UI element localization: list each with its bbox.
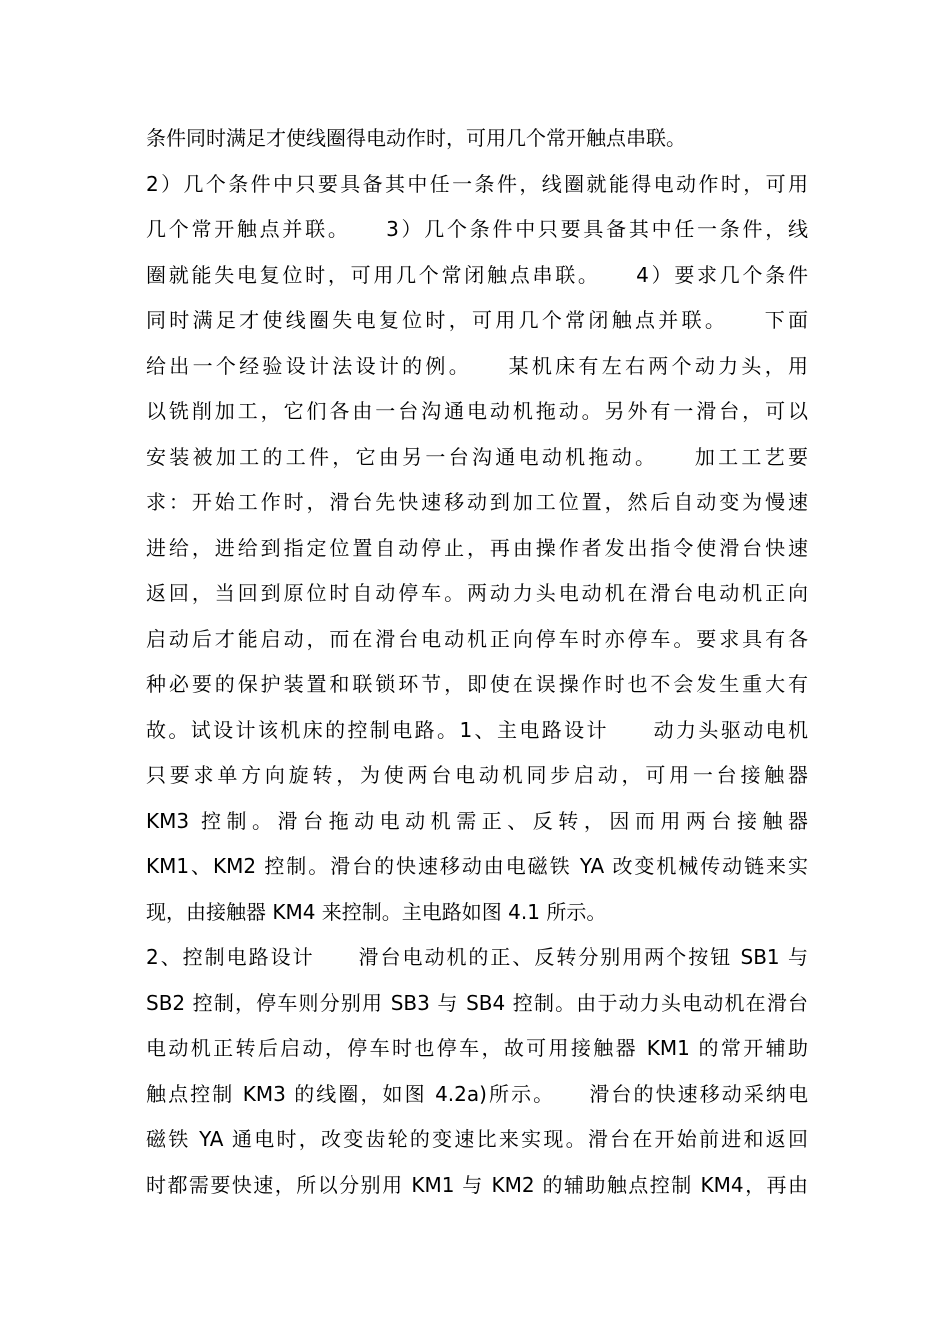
text-line: 现，由接触器 KM4 来控制。主电路如图 4.1 所示。 bbox=[146, 899, 607, 924]
text-line: 安装被加工的工件，它由另一台沟通电动机拖动。 加工工艺要 bbox=[146, 444, 808, 469]
text-line: 时都需要快速，所以分别用 KM1 与 KM2 的辅助触点控制 KM4，再由 bbox=[146, 1172, 808, 1197]
text-line: KM3 控制。滑台拖动电动机需正、反转，因而用两台接触器 bbox=[146, 808, 808, 833]
text-line: 2）几个条件中只要具备其中任一条件，线圈就能得电动作时，可用 bbox=[146, 171, 808, 196]
text-line: 给出一个经验设计法设计的例。 某机床有左右两个动力头，用 bbox=[146, 353, 808, 378]
paragraph-2 bbox=[146, 935, 808, 1208]
text-line: 条件同时满足才使线圈得电动作时，可用几个常开触点串联。 bbox=[146, 126, 686, 150]
text-line: 求：开始工作时，滑台先快速移动到加工位置，然后自动变为慢速 bbox=[146, 490, 808, 514]
text-line: 触点控制 KM3 的线圈，如图 4.2a)所示。 滑台的快速移动采纳电 bbox=[146, 1081, 808, 1106]
text-line: SB2 控制，停车则分别用 SB3 与 SB4 控制。由于动力头电动机在滑台 bbox=[146, 990, 808, 1015]
text-line: 磁铁 YA 通电时，改变齿轮的变速比来实现。滑台在开始前进和返回 bbox=[146, 1127, 808, 1151]
text-line: 只要求单方向旋转，为使两台电动机同步启动，可用一台接触器 bbox=[146, 763, 808, 787]
text-line: 2、控制电路设计 滑台电动机的正、反转分别用两个按钮 SB1 与 bbox=[146, 945, 808, 969]
paragraph-1 bbox=[146, 116, 808, 935]
text-line: 进给，进给到指定位置自动停止，再由操作者发出指令使滑台快速 bbox=[146, 535, 808, 560]
text-line: KM1、KM2 控制。滑台的快速移动由电磁铁 YA 改变机械传动链来实 bbox=[146, 854, 808, 878]
text-line: 圈就能失电复位时，可用几个常闭触点串联。 4）要求几个条件 bbox=[146, 262, 808, 287]
text-line: 同时满足才使线圈失电复位时，可用几个常闭触点并联。 下面 bbox=[146, 308, 808, 332]
text-line: 几个常开触点并联。 3）几个条件中只要具备其中任一条件，线 bbox=[146, 217, 808, 241]
text-line: 故。试设计该机床的控制电路。1、主电路设计 动力头驱动电机 bbox=[146, 717, 808, 742]
text-line: 启动后才能启动，而在滑台电动机正向停车时亦停车。要求具有各 bbox=[146, 626, 808, 651]
text-line: 电动机正转后启动，停车时也停车，故可用接触器 KM1 的常开辅助 bbox=[146, 1036, 808, 1060]
text-line: 返回，当回到原位时自动停车。两动力头电动机在滑台电动机正向 bbox=[146, 581, 808, 605]
text-line: 以铣削加工，它们各由一台沟通电动机拖动。另外有一滑台，可以 bbox=[146, 399, 808, 423]
text-line: 种必要的保护装置和联锁环节，即使在误操作时也不会发生重大有 bbox=[146, 672, 808, 696]
